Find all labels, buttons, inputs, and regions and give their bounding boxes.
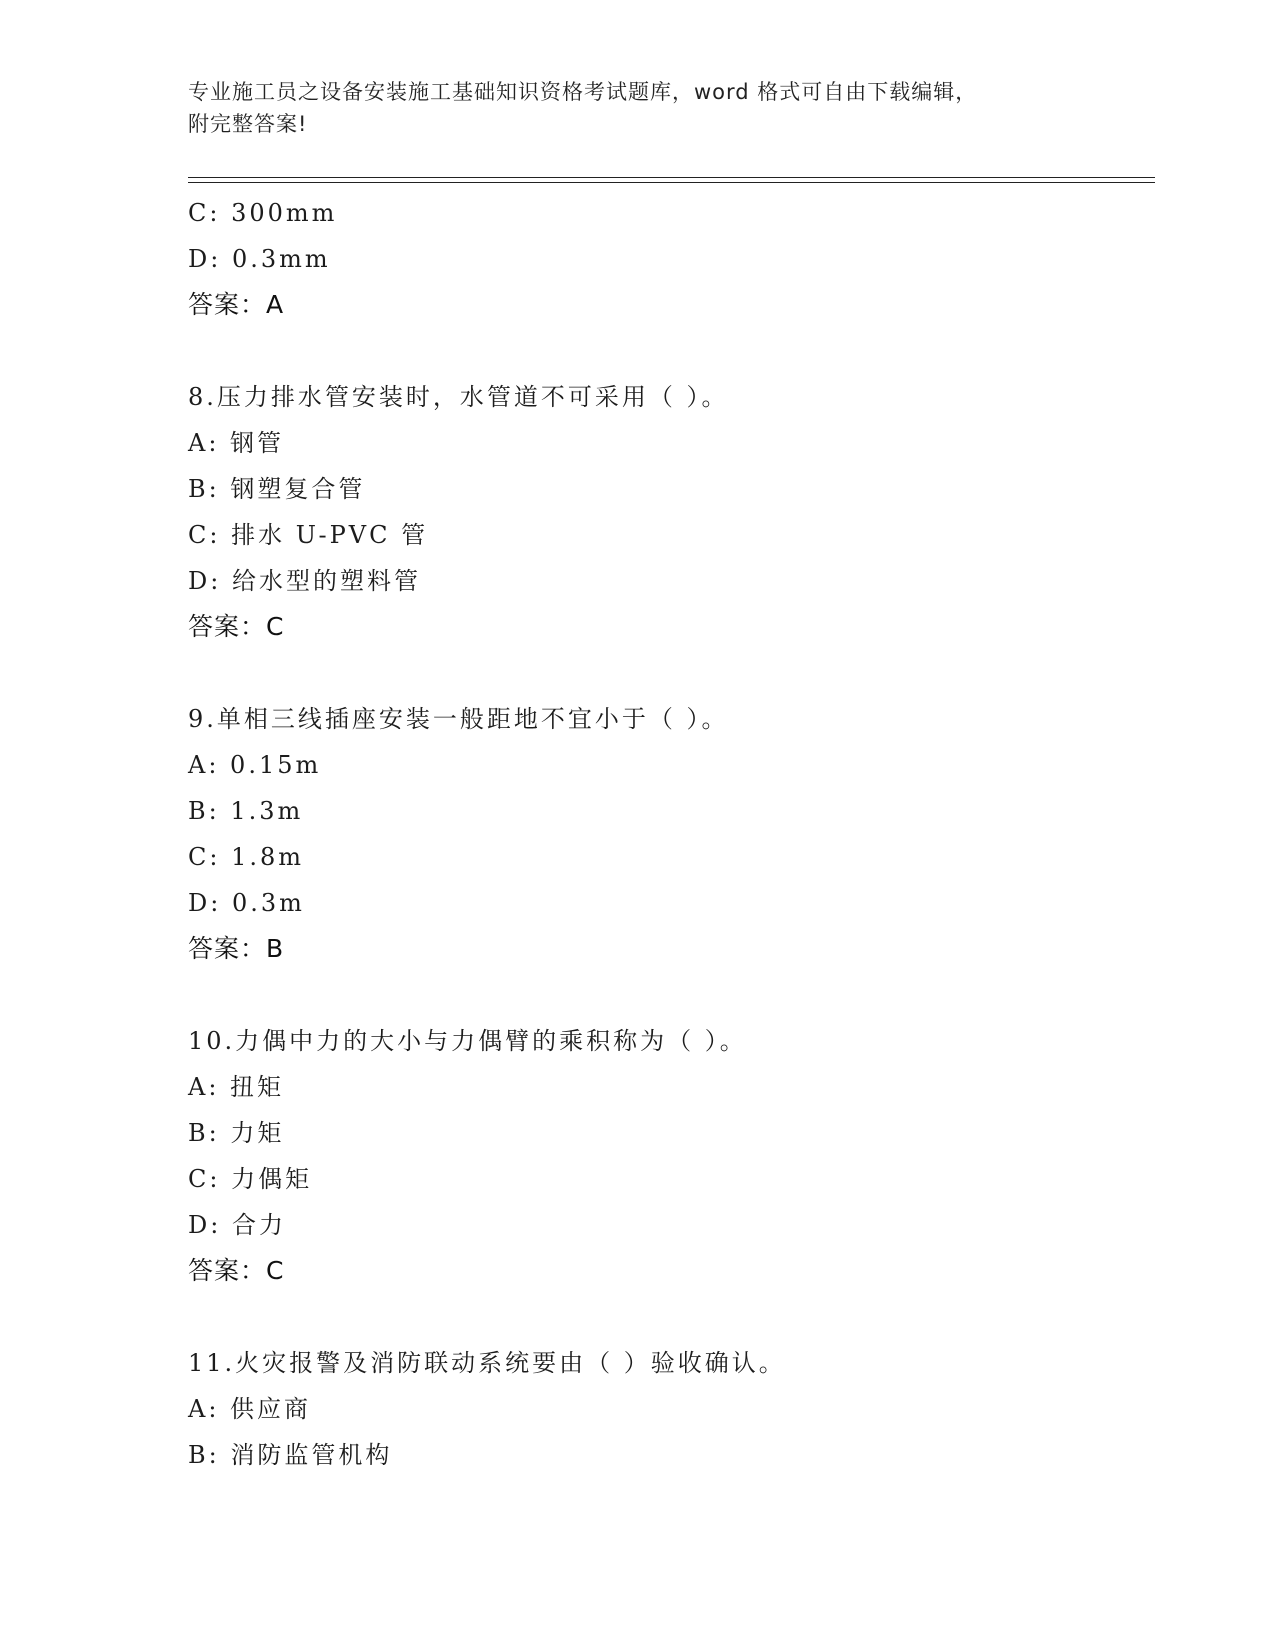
header-divider-bottom xyxy=(188,182,1155,183)
header-line-1: 专业施工员之设备安装施工基础知识资格考试题库，word 格式可自由下载编辑， xyxy=(188,80,978,104)
spacer xyxy=(188,1294,1155,1340)
option-c: C: 1.8m xyxy=(188,843,305,871)
option-c: C: 300mm xyxy=(188,199,338,227)
question-text: 11.火灾报警及消防联动系统要由（ ）验收确认。 xyxy=(188,1349,786,1377)
question-text: 8.压力排水管安装时，水管道不可采用（ ）。 xyxy=(188,383,729,411)
option-d: D: 合力 xyxy=(188,1211,286,1239)
answer: 答案：B xyxy=(188,934,285,963)
option-a: A: 扭矩 xyxy=(188,1073,285,1101)
option-b: B: 钢塑复合管 xyxy=(188,475,366,503)
header-line-2: 附完整答案! xyxy=(188,112,308,136)
question-list xyxy=(188,190,1155,1478)
question-text: 10.力偶中力的大小与力偶臂的乘积称为（ ）。 xyxy=(188,1027,747,1055)
question-text: 9.单相三线插座安装一般距地不宜小于（ ）。 xyxy=(188,705,729,733)
page-header xyxy=(188,76,1088,140)
option-a: A: 供应商 xyxy=(188,1395,312,1423)
question-9 xyxy=(188,696,1155,972)
previous-question-tail xyxy=(188,190,1155,328)
option-c: C: 力偶矩 xyxy=(188,1165,313,1193)
option-a: A: 钢管 xyxy=(188,429,285,457)
option-d: D: 0.3m xyxy=(188,889,305,917)
option-a: A: 0.15m xyxy=(188,751,322,779)
question-10 xyxy=(188,1018,1155,1294)
option-d: D: 给水型的塑料管 xyxy=(188,567,421,595)
option-b: B: 力矩 xyxy=(188,1119,285,1147)
spacer xyxy=(188,650,1155,696)
spacer xyxy=(188,328,1155,374)
header-divider-top xyxy=(188,177,1155,178)
answer: 答案：A xyxy=(188,290,285,319)
option-b: B: 1.3m xyxy=(188,797,304,825)
question-8 xyxy=(188,374,1155,650)
option-c: C: 排水 U-PVC 管 xyxy=(188,521,429,549)
question-11 xyxy=(188,1340,1155,1478)
spacer xyxy=(188,972,1155,1018)
option-d: D: 0.3mm xyxy=(188,245,331,273)
answer: 答案：C xyxy=(188,1256,285,1285)
answer: 答案：C xyxy=(188,612,285,641)
option-b: B: 消防监管机构 xyxy=(188,1441,393,1469)
